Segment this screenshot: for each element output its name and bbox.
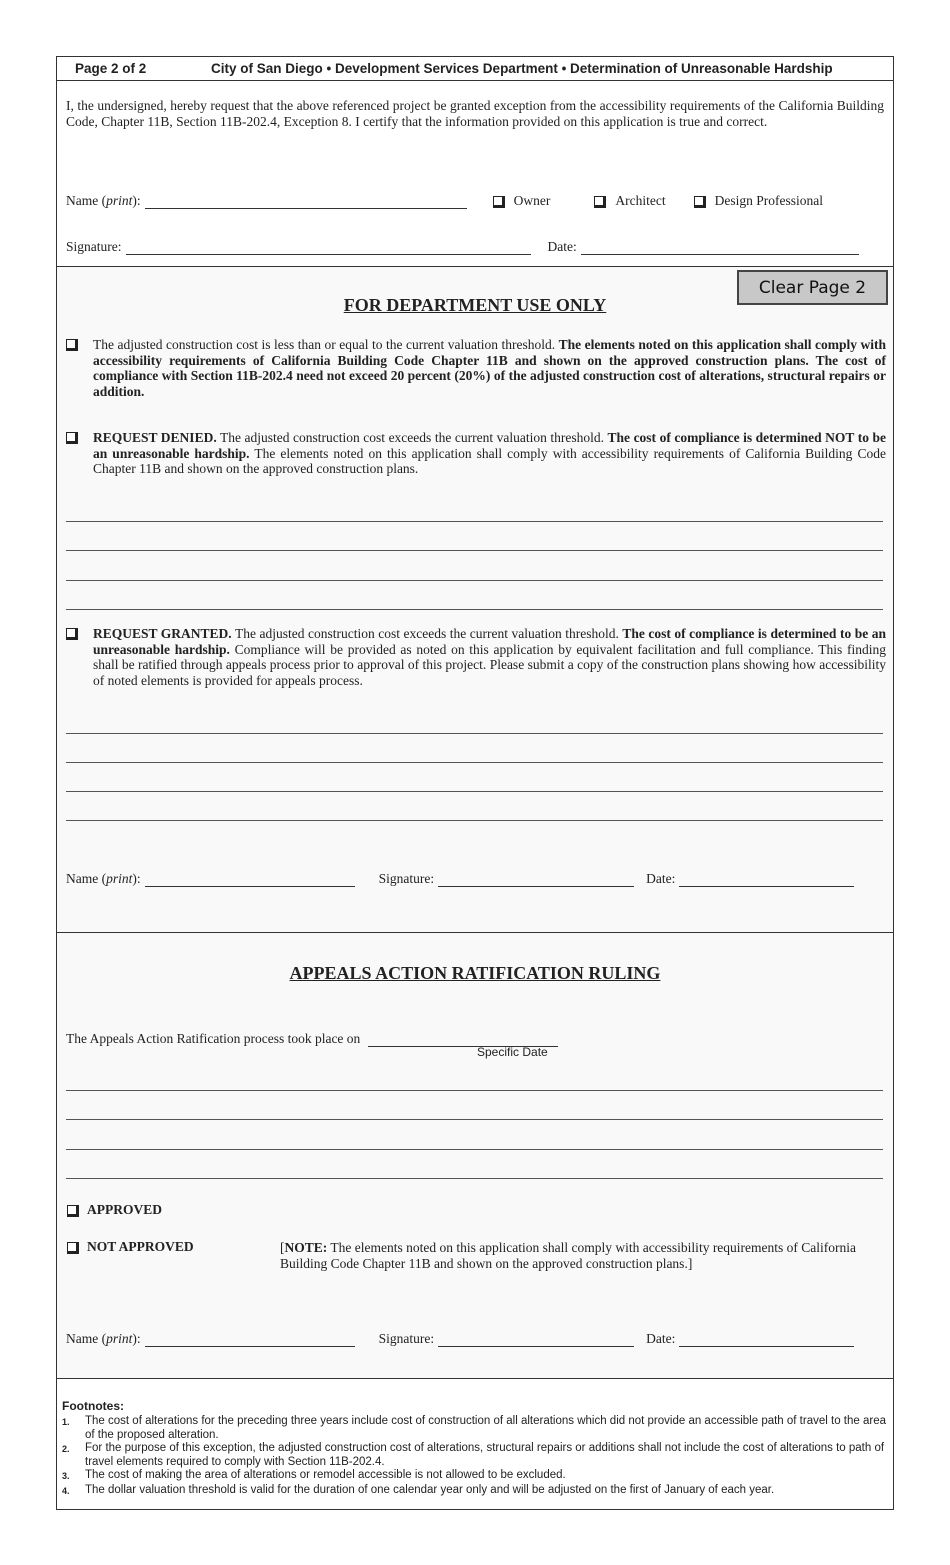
- name-label: Name (print):: [66, 193, 141, 208]
- denied-notes-line-3[interactable]: [66, 580, 883, 581]
- granted-notes-line-2[interactable]: [66, 762, 883, 763]
- owner-checkbox[interactable]: [493, 196, 505, 208]
- appeals-signature-field[interactable]: [438, 1333, 634, 1347]
- page-header: [57, 57, 893, 81]
- page-number: Page 2 of 2: [75, 61, 147, 76]
- dept-signature-label: Signature:: [378, 871, 435, 886]
- footnotes-section: [57, 1379, 893, 1509]
- footnotes-title: Footnotes:: [62, 1399, 124, 1413]
- not-approved-option[interactable]: NOT APPROVED: [67, 1239, 194, 1255]
- applicant-signature-field[interactable]: [126, 241, 531, 255]
- applicant-name-field[interactable]: [145, 195, 467, 209]
- appeals-notes-line-2[interactable]: [66, 1119, 883, 1120]
- specific-date-caption: Specific Date: [477, 1045, 548, 1059]
- appeals-title: APPEALS ACTION RATIFICATION RULING: [289, 963, 661, 983]
- header-title: City of San Diego • Development Services Department • Determination of Unreasonable Hardship: [211, 61, 833, 76]
- denied-notes-line-4[interactable]: [66, 609, 883, 610]
- appeals-note: [NOTE: The elements noted on this application shall comply with accessibility requirements of California Building Code Chapter 11B and shown on the approved construction plans.]: [280, 1240, 857, 1271]
- appeals-section: [57, 933, 893, 1379]
- footnote-item: 3. The cost of making the area of alterations or remodel accessible is not allowed to be excluded.: [62, 1469, 566, 1481]
- appeals-date-field[interactable]: [679, 1333, 854, 1347]
- architect-checkbox[interactable]: [594, 196, 606, 208]
- footnote-item: 2. For the purpose of this exception, the adjusted construction cost of alterations, structural repairs or additions shall not include the cost of alterations to path of travel elements required to comply with Section 11B-202.4.: [62, 1442, 885, 1468]
- appeals-signature-label: Signature:: [378, 1331, 435, 1346]
- design-professional-checkbox[interactable]: [694, 196, 706, 208]
- appeals-name-field[interactable]: [145, 1333, 355, 1347]
- certification-section: [57, 81, 893, 267]
- request-granted-option: REQUEST GRANTED. The adjusted construction cost exceeds the current valuation threshold. The cost of compliance is determined to be an unreasonable hardship. Compliance will be provided as noted on this application by equivalent facilitation and full compliance. This finding shall be ratified through appeals process prior to approval of this project. Please submit a copy of the construction plans showing how accessibility of noted elements is provided for appeals process.: [93, 626, 886, 688]
- form-page: [56, 56, 894, 1510]
- department-section: [57, 267, 893, 933]
- denied-notes-line-1[interactable]: [66, 521, 883, 522]
- design-professional-option[interactable]: Design Professional: [694, 193, 823, 209]
- applicant-date-field[interactable]: [581, 241, 859, 255]
- granted-notes-line-4[interactable]: [66, 820, 883, 821]
- appeals-notes-line-4[interactable]: [66, 1178, 883, 1179]
- dept-date-label: Date:: [646, 871, 676, 886]
- granted-notes-line-3[interactable]: [66, 791, 883, 792]
- date-label: Date:: [547, 239, 577, 254]
- request-denied-option: REQUEST DENIED. The adjusted construction cost exceeds the current valuation threshold. The cost of compliance is determined NOT to be an unreasonable hardship. The elements noted on this application shall comply with accessibility requirements of California Building Code Chapter 11B and shown on the approved construction plans.: [93, 430, 886, 477]
- not-approved-checkbox[interactable]: [67, 1242, 79, 1254]
- threshold-checkbox[interactable]: [66, 339, 78, 351]
- appeals-date-row: [66, 1031, 884, 1047]
- owner-option[interactable]: Owner: [493, 193, 551, 209]
- applicant-signature-row: [66, 239, 884, 255]
- appeals-date-label: Date:: [646, 1331, 676, 1346]
- approved-option[interactable]: APPROVED: [67, 1202, 162, 1218]
- request-granted-checkbox[interactable]: [66, 628, 78, 640]
- certification-text: I, the undersigned, hereby request that the above referenced project be granted exception from the accessibility requirements of the California Building Code, Chapter 11B, Section 11B-202.4, Exception 8. I certify that the information provided on this application is true and correct.: [66, 98, 884, 129]
- applicant-name-row: [66, 193, 884, 209]
- denied-notes-line-2[interactable]: [66, 550, 883, 551]
- appeals-process-text: The Appeals Action Ratification process took place on: [66, 1031, 361, 1046]
- clear-page-button[interactable]: Clear Page 2: [737, 270, 888, 305]
- footnote-item: 1. The cost of alterations for the preceding three years include cost of construction of all alterations which did not provide an accessible path of travel to the area of the proposed alteration.: [62, 1415, 886, 1441]
- request-denied-checkbox[interactable]: [66, 432, 78, 444]
- appeals-notes-line-1[interactable]: [66, 1090, 883, 1091]
- approved-checkbox[interactable]: [67, 1205, 79, 1217]
- department-signoff-row: [66, 871, 884, 887]
- appeals-name-label: Name (print):: [66, 1331, 141, 1346]
- appeals-signoff-row: [66, 1331, 884, 1347]
- architect-option[interactable]: Architect: [594, 193, 665, 209]
- granted-notes-line-1[interactable]: [66, 733, 883, 734]
- threshold-option: The adjusted construction cost is less than or equal to the current valuation threshold. The elements noted on this application shall comply with accessibility requirements of California Building Code Chapter 11B and shown on the approved construction plans. The cost of compliance with Section 11B-202.4 need not exceed 20 percent (20%) of the adjusted construction cost of alterations, structural repairs or addition.: [93, 337, 886, 399]
- dept-name-label: Name (print):: [66, 871, 141, 886]
- department-title: FOR DEPARTMENT USE ONLY: [343, 295, 607, 315]
- footnote-item: 4. The dollar valuation threshold is valid for the duration of one calendar year only and will be adjusted on the first of January of each year.: [62, 1483, 775, 1496]
- dept-name-field[interactable]: [145, 873, 355, 887]
- signature-label: Signature:: [66, 239, 122, 254]
- dept-signature-field[interactable]: [438, 873, 634, 887]
- dept-date-field[interactable]: [679, 873, 854, 887]
- appeals-notes-line-3[interactable]: [66, 1149, 883, 1150]
